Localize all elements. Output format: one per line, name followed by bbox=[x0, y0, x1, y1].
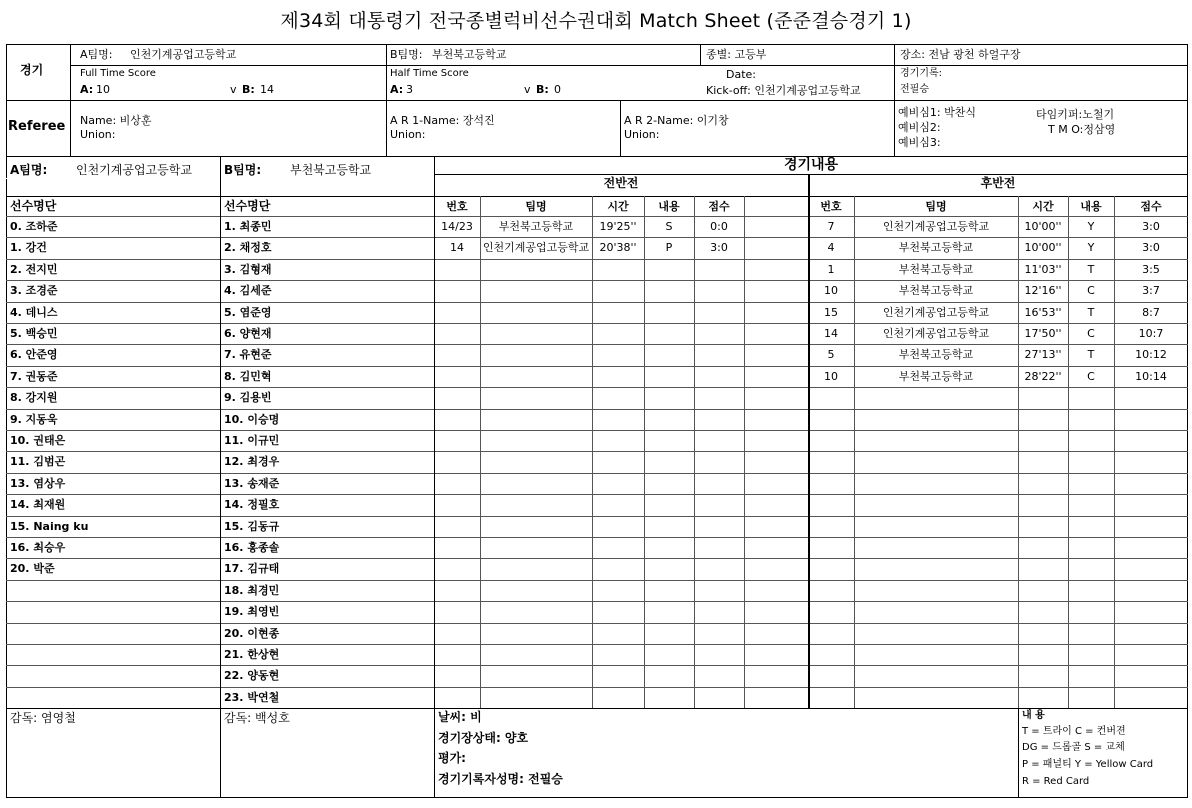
first-event-no: 14 bbox=[450, 241, 464, 254]
second-event-type: Y bbox=[1087, 241, 1095, 254]
roster-b-player: 18. 최경민 bbox=[224, 584, 280, 597]
legend-line-1: T = 트라이 C = 컨버젼 bbox=[1022, 726, 1126, 737]
roster-b-player: 4. 김세준 bbox=[224, 284, 272, 297]
roster-b-player: 20. 이현종 bbox=[224, 627, 280, 640]
roster-b-player: 1. 최종민 bbox=[224, 220, 272, 233]
roster-a-player: 5. 백승민 bbox=[10, 327, 58, 340]
rating: 평가: bbox=[438, 751, 466, 765]
kickoff: Kick-off: 인천기계공업고등학교 bbox=[706, 84, 861, 97]
second-event-score: 8:7 bbox=[1142, 306, 1160, 319]
roster-b-player: 16. 홍종솔 bbox=[224, 541, 280, 554]
roster-a-label: A팀명: bbox=[10, 163, 48, 177]
roster-a-player: 0. 조하준 bbox=[10, 220, 58, 233]
roster-b-player: 21. 한상현 bbox=[224, 648, 280, 661]
first-half-label: 전반전 bbox=[603, 176, 639, 190]
roster-b-player: 9. 김용빈 bbox=[224, 391, 272, 404]
roster-a-list-label: 선수명단 bbox=[10, 199, 57, 213]
record-label: 경기기록: bbox=[900, 68, 943, 79]
event-header: 번호 bbox=[446, 200, 468, 213]
first-event-no: 14/23 bbox=[441, 220, 473, 233]
roster-b-player: 3. 김형재 bbox=[224, 263, 272, 276]
first-event-team: 인천기계공업고등학교 bbox=[482, 241, 590, 254]
team-a-name: 인천기계공업고등학교 bbox=[130, 48, 237, 61]
category: 종별: 고등부 bbox=[706, 48, 767, 61]
second-event-score: 3:0 bbox=[1142, 241, 1160, 254]
legend-line-2: DG = 드롭골 S = 교체 bbox=[1022, 742, 1125, 753]
second-event-no: 1 bbox=[827, 263, 835, 276]
half-v: v bbox=[524, 83, 531, 96]
second-event-type: T bbox=[1087, 348, 1095, 361]
roster-a-player: 4. 데니스 bbox=[10, 306, 58, 319]
event-header: 점수 bbox=[708, 200, 730, 213]
second-event-score: 10:7 bbox=[1138, 327, 1164, 340]
second-event-time: 12'16'' bbox=[1024, 284, 1062, 297]
first-event-type: S bbox=[665, 220, 673, 233]
full-v: v bbox=[230, 83, 237, 96]
roster-b-player: 14. 정필호 bbox=[224, 498, 280, 511]
second-event-team: 부천북고등학교 bbox=[898, 263, 974, 276]
second-event-time: 11'03'' bbox=[1024, 263, 1062, 276]
second-event-no: 10 bbox=[824, 284, 838, 297]
second-event-type: C bbox=[1087, 370, 1095, 383]
roster-b-list-label: 선수명단 bbox=[224, 199, 271, 213]
half-time-label: Half Time Score bbox=[390, 68, 469, 79]
match-label: 경기 bbox=[20, 63, 44, 77]
half-b-score: 0 bbox=[554, 83, 561, 96]
roster-a-player: 3. 조경준 bbox=[10, 284, 58, 297]
roster-a-player: 13. 염상우 bbox=[10, 477, 66, 490]
roster-b-player: 17. 김규태 bbox=[224, 562, 280, 575]
second-event-type: C bbox=[1087, 284, 1095, 297]
event-header: 시간 bbox=[607, 200, 629, 213]
second-half-label: 후반전 bbox=[980, 176, 1016, 190]
ar1-name: A R 1-Name: 장석진 bbox=[390, 114, 495, 127]
roster-a-name: 인천기계공업고등학교 bbox=[76, 163, 192, 177]
roster-b-player: 11. 이규민 bbox=[224, 434, 280, 447]
event-header: 번호 bbox=[820, 200, 842, 213]
first-event-time: 20'38'' bbox=[599, 241, 637, 254]
roster-a-player: 1. 강건 bbox=[10, 241, 47, 254]
coach-a: 감독: 염영철 bbox=[10, 711, 76, 725]
first-event-team: 부천북고등학교 bbox=[498, 220, 574, 233]
ar2-union: Union: bbox=[624, 128, 660, 141]
second-event-team: 인천기계공업고등학교 bbox=[882, 220, 990, 233]
roster-b-player: 6. 양현재 bbox=[224, 327, 272, 340]
roster-a-player: 2. 전지민 bbox=[10, 263, 58, 276]
event-header: 팀명 bbox=[925, 200, 947, 213]
second-event-time: 27'13'' bbox=[1024, 348, 1062, 361]
roster-b-player: 5. 염준영 bbox=[224, 306, 272, 319]
roster-b-player: 23. 박연철 bbox=[224, 691, 280, 704]
events-title: 경기내용 bbox=[783, 157, 839, 173]
roster-b-player: 19. 최영빈 bbox=[224, 605, 280, 618]
weather: 날씨: 비 bbox=[438, 710, 482, 724]
event-header: 팀명 bbox=[525, 200, 547, 213]
half-b-label: B: bbox=[536, 83, 549, 96]
team-b-label: B팀명: bbox=[390, 48, 423, 61]
second-event-team: 부천북고등학교 bbox=[898, 370, 974, 383]
second-event-score: 3:5 bbox=[1142, 263, 1160, 276]
roster-a-player: 8. 강지원 bbox=[10, 391, 58, 404]
legend-title: 내 용 bbox=[1022, 710, 1045, 721]
reserve-ref-3: 예비심3: bbox=[898, 136, 941, 149]
coach-b: 감독: 백성호 bbox=[224, 711, 290, 725]
second-event-team: 인천기계공업고등학교 bbox=[882, 306, 990, 319]
venue: 장소: 전남 광천 하얼구장 bbox=[900, 48, 1021, 61]
roster-a-player: 6. 안준영 bbox=[10, 348, 58, 361]
event-header: 점수 bbox=[1140, 200, 1162, 213]
timekeeper: 타임키퍼:노철기 bbox=[1036, 108, 1115, 121]
ar1-union: Union: bbox=[390, 128, 426, 141]
roster-a-player: 14. 최재원 bbox=[10, 498, 66, 511]
second-event-time: 10'00'' bbox=[1024, 220, 1062, 233]
roster-b-player: 2. 채정호 bbox=[224, 241, 272, 254]
first-event-type: P bbox=[665, 241, 673, 254]
second-event-no: 14 bbox=[824, 327, 838, 340]
full-b-label: B: bbox=[242, 83, 255, 96]
second-event-time: 28'22'' bbox=[1024, 370, 1062, 383]
second-event-team: 부천북고등학교 bbox=[898, 348, 974, 361]
full-a-score: 10 bbox=[96, 83, 110, 96]
legend-line-3: P = 패널티 Y = Yellow Card bbox=[1022, 759, 1154, 770]
second-event-type: T bbox=[1087, 306, 1095, 319]
second-event-no: 15 bbox=[824, 306, 838, 319]
referee-label: Referee bbox=[8, 119, 66, 134]
reserve-ref-2: 예비심2: bbox=[898, 121, 941, 134]
roster-b-player: 22. 양동현 bbox=[224, 669, 280, 682]
roster-a-player: 11. 김범곤 bbox=[10, 455, 66, 468]
roster-b-player: 10. 이승명 bbox=[224, 413, 280, 426]
second-event-score: 3:7 bbox=[1142, 284, 1160, 297]
reserve-ref-1: 예비심1: 박찬식 bbox=[898, 106, 976, 119]
second-event-time: 10'00'' bbox=[1024, 241, 1062, 254]
half-a-label: A: bbox=[390, 83, 404, 96]
roster-b-player: 8. 김민혁 bbox=[224, 370, 272, 383]
team-b-name: 부천북고등학교 bbox=[432, 48, 507, 61]
event-header: 내용 bbox=[658, 200, 680, 213]
roster-a-player: 15. Naing ku bbox=[10, 520, 89, 533]
second-event-type: Y bbox=[1087, 220, 1095, 233]
second-event-time: 17'50'' bbox=[1024, 327, 1062, 340]
roster-a-player: 16. 최승우 bbox=[10, 541, 66, 554]
half-a-score: 3 bbox=[406, 83, 413, 96]
tmo: T M O:정삼영 bbox=[1048, 123, 1116, 136]
roster-a-player: 9. 지동욱 bbox=[10, 413, 58, 426]
roster-b-player: 13. 송재준 bbox=[224, 477, 280, 490]
first-event-score: 3:0 bbox=[710, 241, 728, 254]
field-condition: 경기장상태: 양호 bbox=[438, 731, 529, 745]
first-event-score: 0:0 bbox=[710, 220, 728, 233]
legend-line-4: R = Red Card bbox=[1022, 776, 1090, 787]
second-event-score: 10:12 bbox=[1135, 348, 1167, 361]
second-event-no: 7 bbox=[827, 220, 835, 233]
second-event-type: C bbox=[1087, 327, 1095, 340]
date: Date: bbox=[726, 68, 756, 81]
recorder-name: 경기기록자성명: 전필승 bbox=[438, 772, 563, 786]
full-time-label: Full Time Score bbox=[80, 68, 156, 79]
second-event-team: 부천북고등학교 bbox=[898, 284, 974, 297]
second-event-type: T bbox=[1087, 263, 1095, 276]
roster-a-player: 20. 박준 bbox=[10, 562, 55, 575]
referee-union: Union: bbox=[80, 128, 116, 141]
roster-b-player: 7. 유현준 bbox=[224, 348, 272, 361]
second-event-no: 10 bbox=[824, 370, 838, 383]
second-event-time: 16'53'' bbox=[1024, 306, 1062, 319]
roster-b-name: 부천북고등학교 bbox=[290, 163, 372, 177]
second-event-no: 5 bbox=[827, 348, 835, 361]
second-event-team: 부천북고등학교 bbox=[898, 241, 974, 254]
roster-b-label: B팀명: bbox=[224, 163, 262, 177]
full-b-score: 14 bbox=[260, 83, 274, 96]
second-event-team: 인천기계공업고등학교 bbox=[882, 327, 990, 340]
match-recorder: 전필승 bbox=[900, 84, 929, 95]
event-header: 내용 bbox=[1080, 200, 1102, 213]
roster-a-player: 10. 권태은 bbox=[10, 434, 66, 447]
second-event-score: 3:0 bbox=[1142, 220, 1160, 233]
second-event-no: 4 bbox=[827, 241, 835, 254]
team-a-label: A팀명: bbox=[80, 48, 113, 61]
first-event-time: 19'25'' bbox=[599, 220, 637, 233]
ar2-name: A R 2-Name: 이기창 bbox=[624, 114, 729, 127]
roster-b-player: 15. 김동규 bbox=[224, 520, 280, 533]
event-header: 시간 bbox=[1032, 200, 1054, 213]
second-event-score: 10:14 bbox=[1135, 370, 1167, 383]
roster-b-player: 12. 최경우 bbox=[224, 455, 280, 468]
full-a-label: A: bbox=[80, 83, 94, 96]
referee-name: Name: 비상훈 bbox=[80, 114, 152, 127]
page-title: 제34회 대통령기 전국종별럭비선수권대회 Match Sheet (준준결승경기 1) bbox=[280, 10, 912, 32]
roster-a-player: 7. 권동준 bbox=[10, 370, 58, 383]
